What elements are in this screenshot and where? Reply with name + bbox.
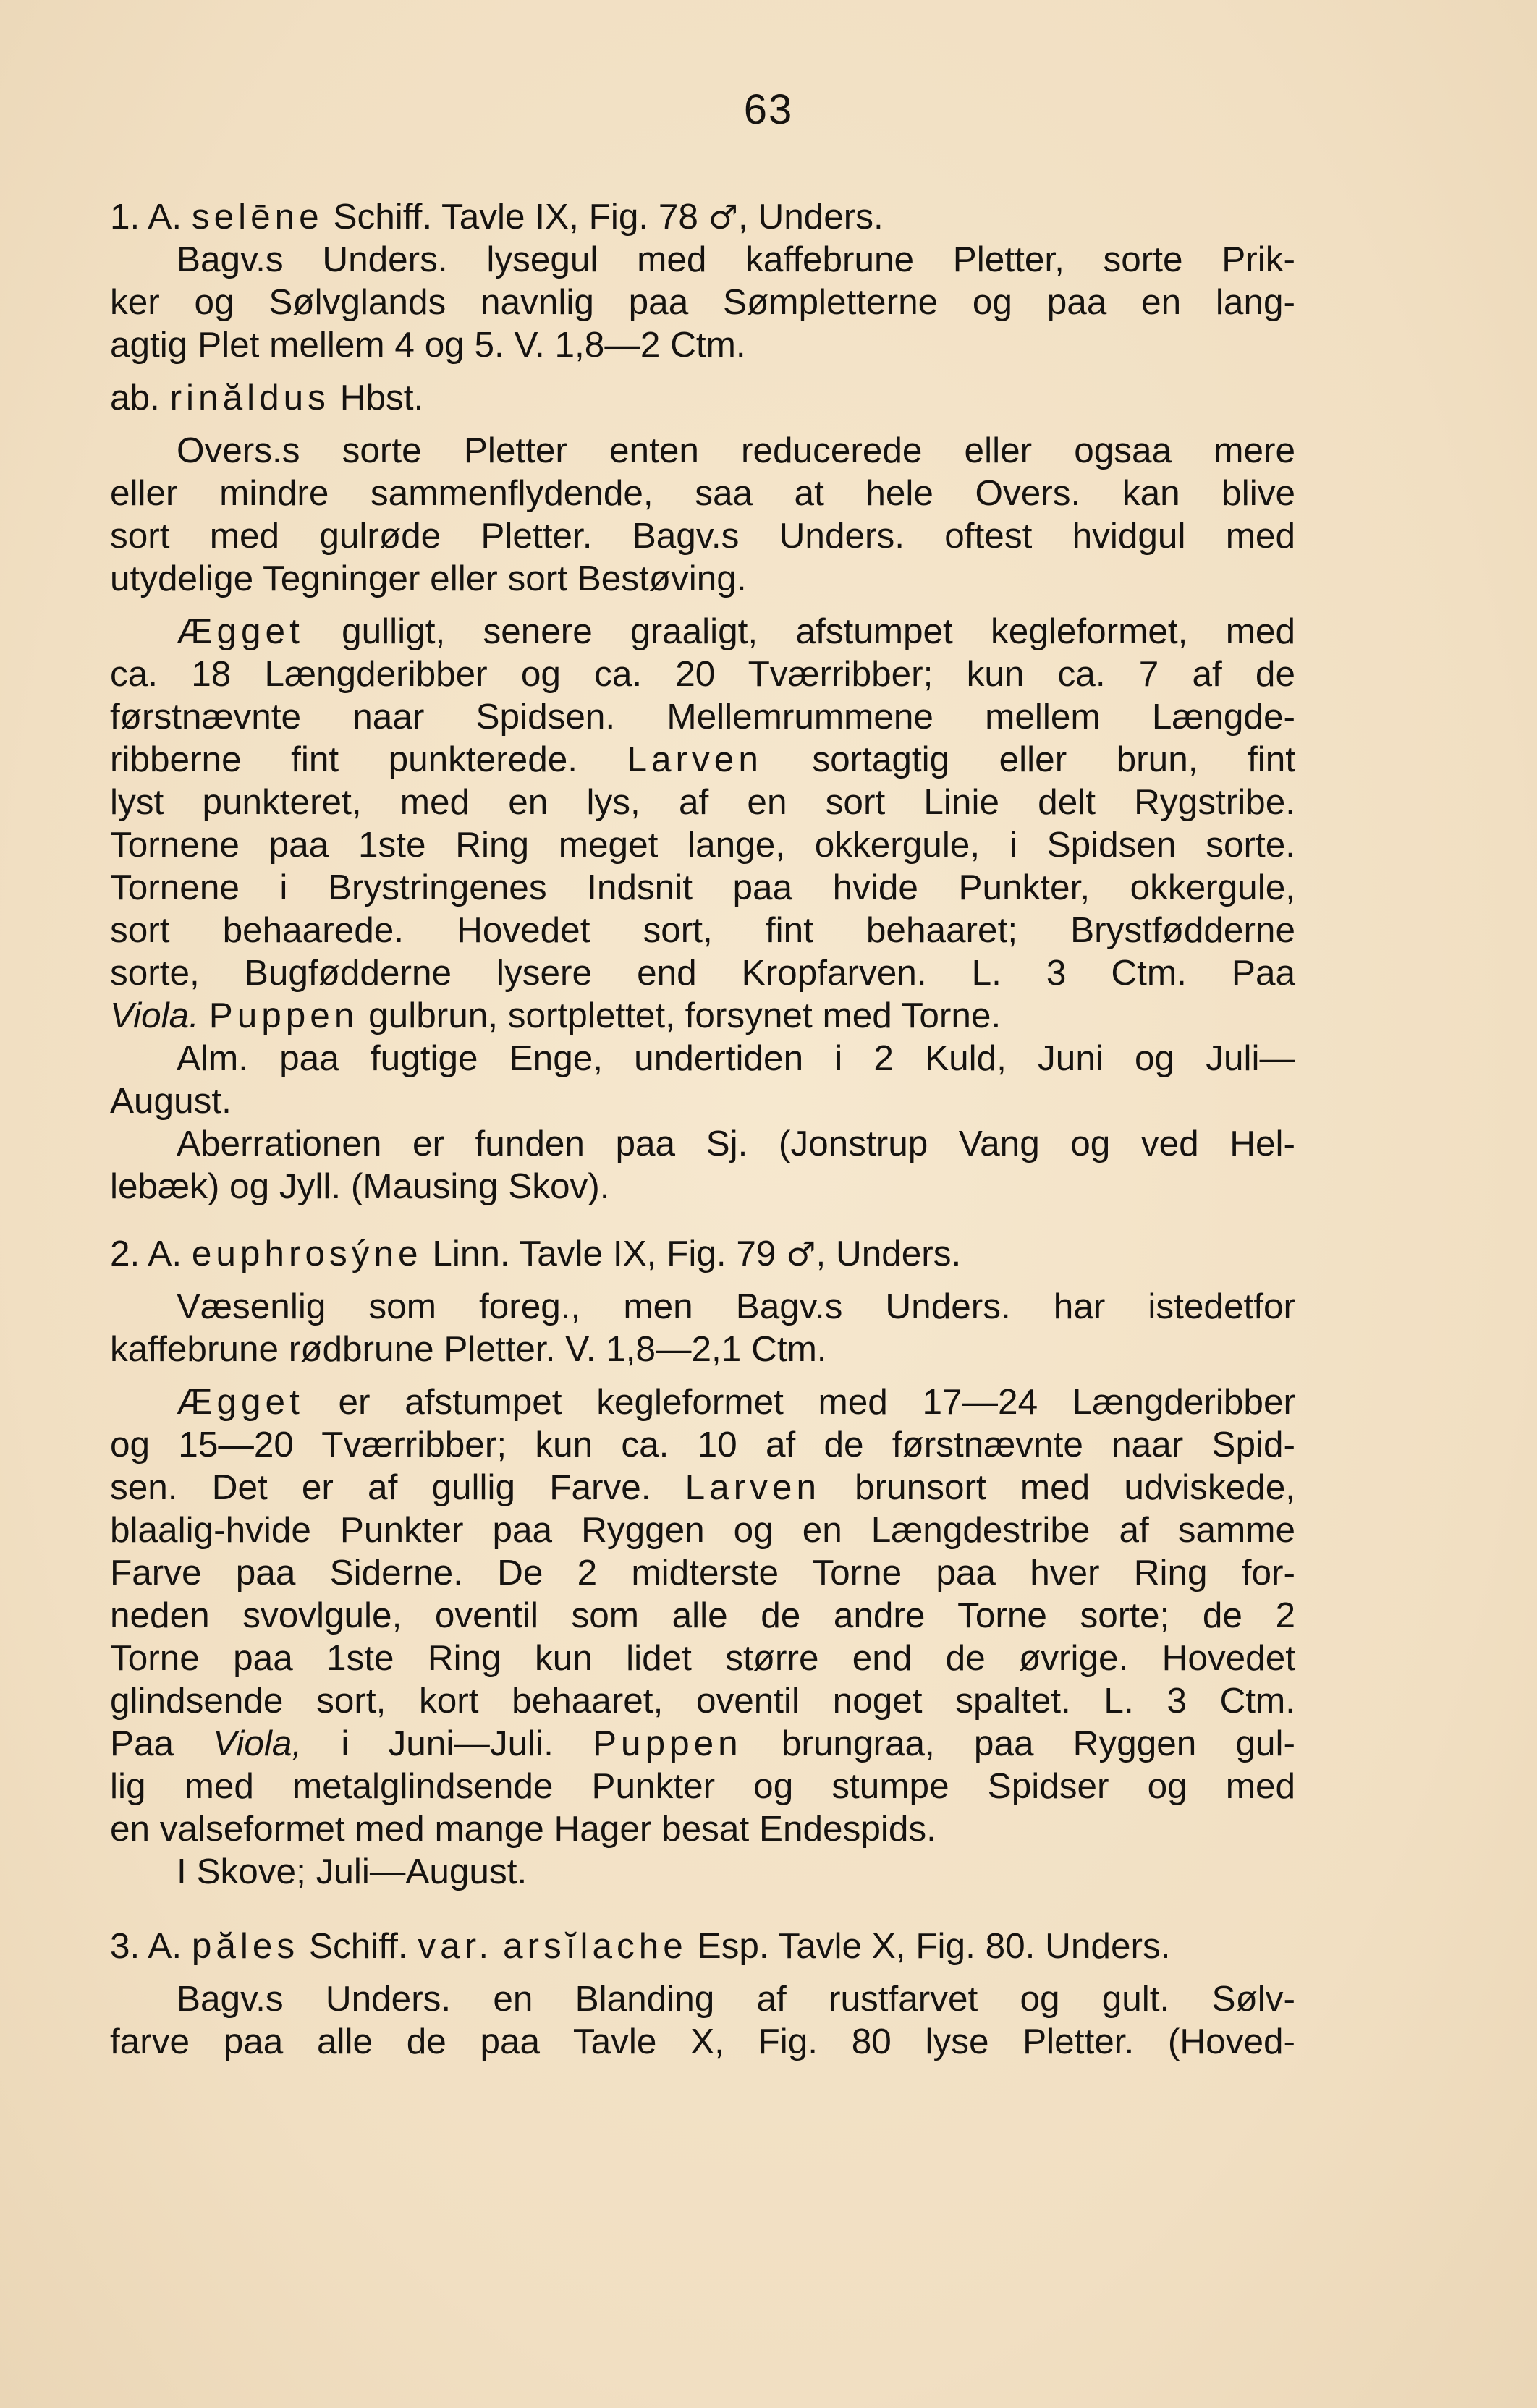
pupa-label: Puppen: [208, 996, 359, 1035]
text-line: glindsende sort, kort behaaret, oventil noget spaltet. L. 3 Ctm.: [110, 1681, 1295, 1721]
text-line: førstnævnte naar Spidsen. Mellemrummene mellem Længde-: [110, 697, 1295, 737]
text-line: Aberrationen er funden paa Sj. (Jonstrup Vang og ved Hel-: [177, 1124, 1295, 1163]
text-line: Alm. paa fugtige Enge, undertiden i 2 Kuld, Juni og Juli—: [177, 1038, 1295, 1078]
variety-name: arsĭlache: [502, 1926, 687, 1966]
text-line: lig med metalglindsende Punkter og stumpe Spidser og med: [110, 1766, 1295, 1806]
species-heading-3: [110, 1925, 1295, 1967]
text-line: blaalig-hvide Punkter paa Ryggen og en Længdestribe af samme: [110, 1510, 1295, 1550]
aberration-author: Hbst.: [339, 378, 424, 417]
page-text: [110, 195, 1295, 2063]
text-line: eller mindre sammenflydende, saa at hele Overs. kan blive: [110, 473, 1295, 513]
heading-tail: , Unders.: [737, 197, 884, 237]
heading-number: 3. A.: [110, 1926, 182, 1966]
heading-author: Linn. Tavle IX, Fig. 79: [432, 1234, 776, 1273]
text-line: I Skove; Juli—August.: [177, 1852, 528, 1891]
text-line: Farve paa Siderne. De 2 midterste Torne paa hver Ring for-: [110, 1553, 1295, 1593]
text-line: Tornene i Brystringenes Indsnit paa hvide Punkter, okkergule,: [110, 868, 1295, 907]
male-symbol-icon: ♂: [708, 198, 738, 237]
text-line: ker og Sølvglands navnlig paa Sømpletterne og paa en lang-: [110, 282, 1295, 322]
text-line: sen. Det er af gullig Farve. Larven brunsort med udviskede,: [110, 1467, 1295, 1507]
larva-label: Larven: [685, 1467, 821, 1507]
text-line: Viola. Puppen gulbrun, sortplettet, forsynet med Torne.: [110, 996, 1002, 1035]
heading-tail: Esp. Tavle X, Fig. 80. Unders.: [697, 1926, 1171, 1966]
page-number: 63: [743, 86, 794, 133]
text-line: sort behaarede. Hovedet sort, fint behaaret; Brystfødderne: [110, 910, 1295, 950]
species-name: selēne: [191, 197, 323, 237]
species-name: euphrosýne: [191, 1234, 423, 1273]
text-line: utydelige Tegninger eller sort Bestøving.: [110, 559, 747, 598]
male-symbol-icon: ♂: [786, 1234, 816, 1273]
species-heading-2: [110, 1232, 1295, 1275]
text-line: Væsenlig som foreg., men Bagv.s Unders. har istedetfor: [177, 1286, 1295, 1326]
text-line: agtig Plet mellem 4 og 5. V. 1,8—2 Ctm.: [110, 325, 746, 365]
heading-tail: , Unders.: [816, 1234, 962, 1273]
aberration-name: rinăldus: [169, 378, 330, 417]
larva-label: Larven: [627, 739, 763, 779]
text-line: Bagv.s Unders. lysegul med kaffebrune Pletter, sorte Prik-: [177, 239, 1295, 279]
heading-author: Schiff. Tavle IX, Fig. 78: [333, 197, 698, 237]
text-line: neden svovlgule, oventil som alle de andre Torne sorte; de 2: [110, 1595, 1295, 1635]
variety-prefix: var.: [418, 1926, 494, 1966]
text-line: ribberne fint punkterede. Larven sortagtig eller brun, fint: [110, 739, 1295, 779]
text-line: Bagv.s Unders. en Blanding af rustfarvet og gult. Sølv-: [177, 1979, 1295, 2019]
host-plant: Viola,: [213, 1724, 302, 1763]
text-line: lebæk) og Jyll. (Mausing Skov).: [110, 1166, 610, 1206]
text-line: Paa Viola, i Juni—Juli. Puppen brungraa, paa Ryggen gul-: [110, 1724, 1295, 1763]
text-line: kaffebrune rødbrune Pletter. V. 1,8—2,1 Ctm.: [110, 1329, 827, 1369]
species-heading-1: [110, 195, 1295, 238]
text-line: sort med gulrøde Pletter. Bagv.s Unders. oftest hvidgul med: [110, 516, 1295, 556]
pupa-label: Puppen: [593, 1724, 742, 1763]
heading-number: 1. A.: [110, 197, 182, 237]
host-plant: Viola.: [110, 996, 199, 1035]
text-line: Torne paa 1ste Ring kun lidet større end de øvrige. Hovedet: [110, 1638, 1295, 1678]
text-line: og 15—20 Tværribber; kun ca. 10 af de førstnævnte naar Spid-: [110, 1425, 1295, 1464]
egg-label: Ægget: [177, 611, 304, 651]
heading-author: Schiff.: [308, 1926, 408, 1966]
text-line: Ægget gulligt, senere graaligt, afstumpet kegleformet, med: [177, 611, 1295, 651]
text-line: farve paa alle de paa Tavle X, Fig. 80 lyse Pletter. (Hoved-: [110, 2022, 1295, 2061]
aberration-prefix: ab.: [110, 378, 160, 417]
text-line: Tornene paa 1ste Ring meget lange, okkergule, i Spidsen sorte.: [110, 825, 1295, 865]
text-line: Ægget er afstumpet kegleformet med 17—24 Længderibber: [177, 1382, 1295, 1422]
heading-number: 2. A.: [110, 1234, 182, 1273]
text-line: lyst punkteret, med en lys, af en sort Linie delt Rygstribe.: [110, 782, 1295, 822]
text-line: August.: [110, 1081, 232, 1121]
text-line: sorte, Bugfødderne lysere end Kropfarven. L. 3 Ctm. Paa: [110, 953, 1295, 993]
egg-label: Ægget: [177, 1382, 304, 1422]
text-line: ca. 18 Længderibber og ca. 20 Tværribber; kun ca. 7 af de: [110, 654, 1295, 694]
aberration-heading: [110, 376, 1295, 419]
text-line: Overs.s sorte Pletter enten reducerede eller ogsaa mere: [177, 431, 1295, 470]
text-line: en valseformet med mange Hager besat Endespids.: [110, 1809, 936, 1849]
species-name: păles: [191, 1926, 300, 1966]
